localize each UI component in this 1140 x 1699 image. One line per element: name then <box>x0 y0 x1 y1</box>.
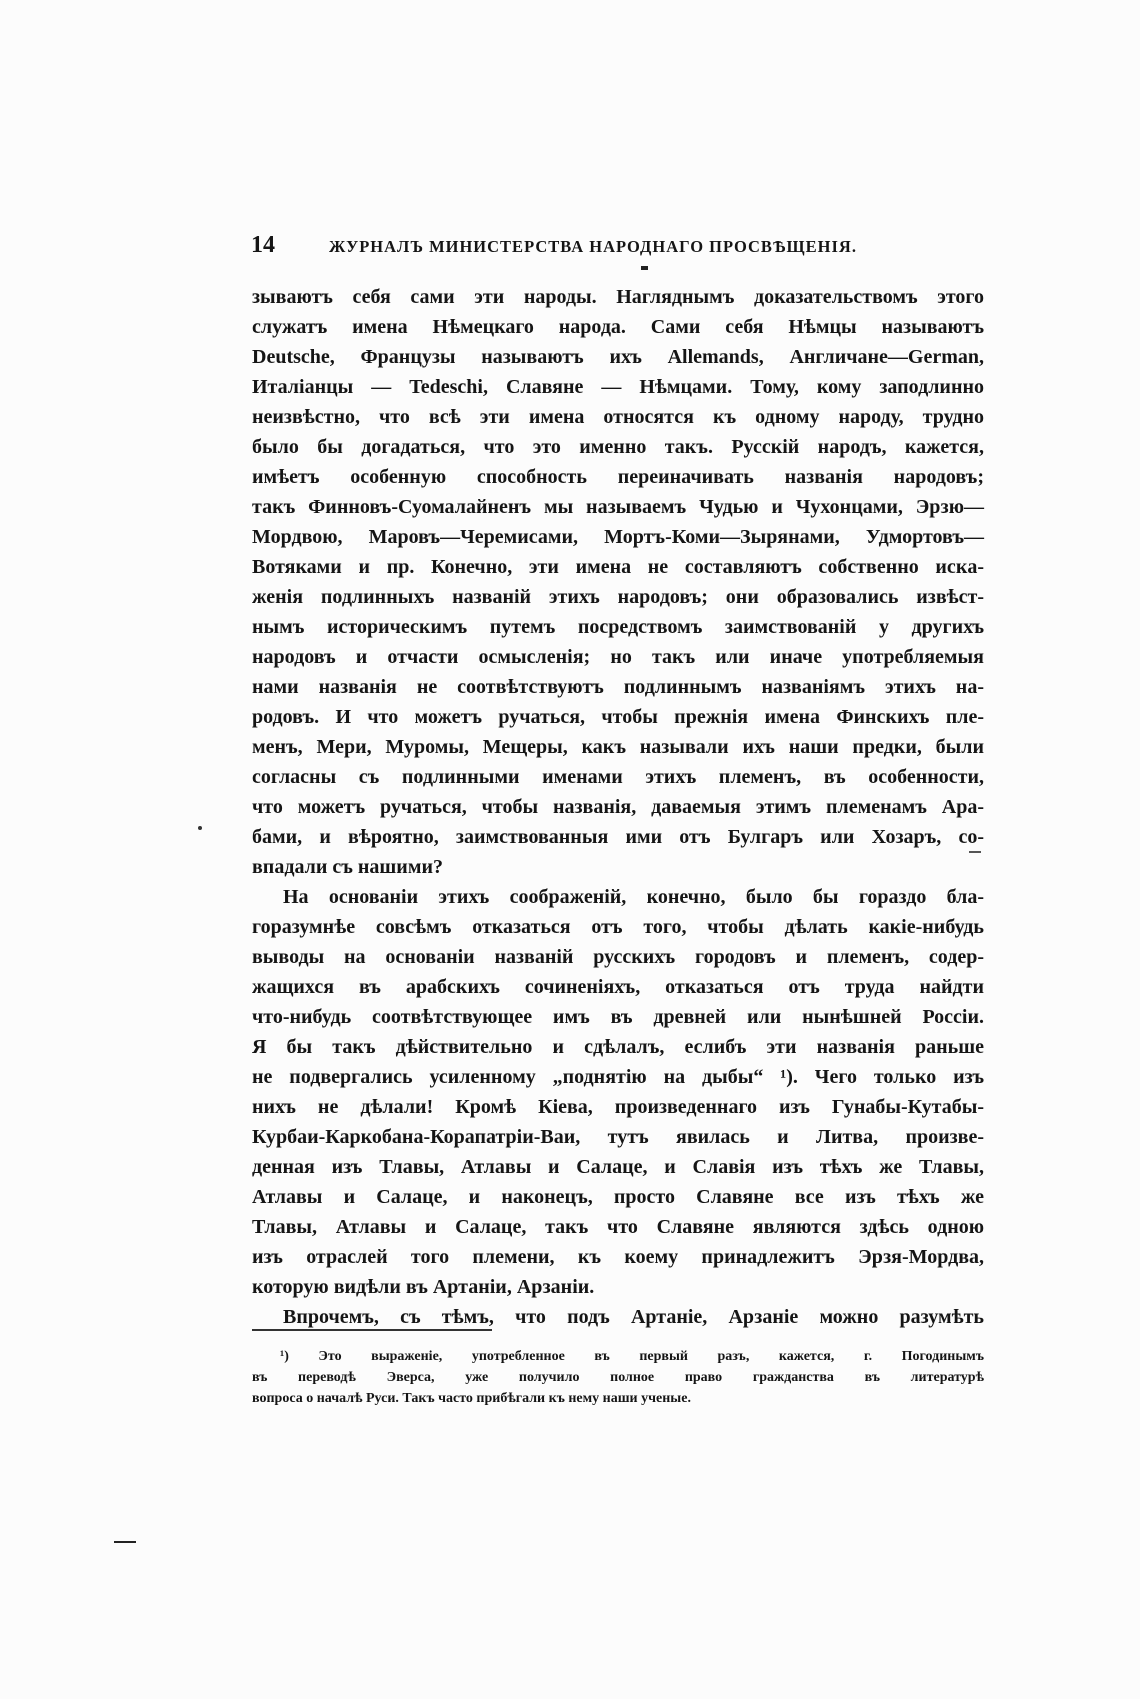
text-line: Италіанцы — Tedeschi, Славяне — Нѣмцами. Тому, кому заподлинно <box>252 376 984 398</box>
text-line: неизвѣстно, что всѣ эти имена относятся къ одному народу, трудно <box>252 406 984 428</box>
text-line: нихъ не дѣлали! Кромѣ Кіева, произведеннаго изъ Гунабы-Кутабы- <box>252 1096 984 1118</box>
text-line: было бы догадаться, что это именно такъ. Русскій народъ, кажется, <box>252 436 984 458</box>
page-number: 14 <box>251 232 275 258</box>
text-line: Deutsche, Французы называютъ ихъ Allemands, Англичане—German, <box>252 346 984 368</box>
margin-dash <box>969 851 981 853</box>
margin-dot <box>198 826 202 830</box>
running-head: ЖУРНАЛЪ МИНИСТЕРСТВА НАРОДНАГО ПРОСВѢЩЕНІЯ. <box>329 237 857 256</box>
footnote <box>252 1346 984 1409</box>
text-line: нымъ историческимъ путемъ посредствомъ заимствованій у другихъ <box>252 616 984 638</box>
text-line: менъ, Мери, Муромы, Мещеры, какъ называли ихъ наши предки, были <box>252 736 984 758</box>
text-line: нами названія не соотвѣтствуютъ подлиннымъ названіямъ этихъ на- <box>252 676 984 698</box>
text-line: народовъ и отчасти осмысленія; но такъ или иначе употребляемыя <box>252 646 984 668</box>
text-line: выводы на основаніи названій русскихъ городовъ и племенъ, содер- <box>252 946 984 968</box>
text-line: Атлавы и Салаце, и наконецъ, просто Славяне все изъ тѣхъ же <box>252 1186 984 1208</box>
page-header <box>251 228 986 262</box>
footnote-divider <box>252 1329 492 1331</box>
text-line: Тлавы, Атлавы и Салаце, такъ что Славяне являются здѣсь одною <box>252 1216 984 1238</box>
body-text <box>252 282 984 1332</box>
text-line: что-нибудь соотвѣтствующее имъ въ древней или нынѣшней Россіи. <box>252 1006 984 1028</box>
text-line: что можетъ ручаться, чтобы названія, даваемыя этимъ племенамъ Ара- <box>252 796 984 818</box>
paragraph-end-line: впадали съ нашими? <box>252 856 443 878</box>
paragraph-start-line: На основаніи этихъ соображеній, конечно, было бы гораздо бла- <box>283 886 984 908</box>
footnote-line: вопроса о началѣ Руси. Такъ часто прибѣгали къ нему наши ученые. <box>252 1391 691 1406</box>
text-line: горазумнѣе совсѣмъ отказаться отъ того, чтобы дѣлать какіе-нибудь <box>252 916 984 938</box>
text-line: зываютъ себя сами эти народы. Нагляднымъ доказательствомъ этого <box>252 286 984 308</box>
text-line: жащихся въ арабскихъ сочиненіяхъ, отказаться отъ труда найдти <box>252 976 984 998</box>
text-line: Вотяками и пр. Конечно, эти имена не составляютъ собственно искa- <box>252 556 984 578</box>
text-line: не подвергались усиленному „поднятію на дыбы“ ¹). Чего только изъ <box>252 1066 984 1088</box>
text-line: бами, и вѣроятно, заимствованныя ими отъ Булгаръ или Хозаръ, со- <box>252 826 984 848</box>
text-line: Я бы такъ дѣйствительно и сдѣлалъ, еслибъ эти названія раньше <box>252 1036 984 1058</box>
text-line: родовъ. И что можетъ ручаться, чтобы прежнія имена Финскихъ пле- <box>252 706 984 728</box>
text-line: такъ Финновъ-Суомалайненъ мы называемъ Чудью и Чухонцами, Эрзю— <box>252 496 984 518</box>
text-line: имѣетъ особенную способность переиначивать названія народовъ; <box>252 466 984 488</box>
paragraph-start-line: Впрочемъ, съ тѣмъ, что подъ Артаніе, Арзаніе можно разумѣть <box>283 1306 984 1328</box>
ink-speck <box>641 266 648 270</box>
text-line: Мордвою, Маровъ—Черемисами, Мортъ-Коми—Зырянами, Удмортовъ— <box>252 526 984 548</box>
footnote-line: ¹) Это выраженіе, употребленное въ первый разъ, кажется, г. Погодинымъ <box>280 1349 984 1364</box>
margin-rule <box>114 1541 136 1543</box>
text-line: согласны съ подлинными именами этихъ племенъ, въ особенности, <box>252 766 984 788</box>
text-line: Курбаи-Каркобана-Корапатріи-Ваи, тутъ явилась и Литва, произве- <box>252 1126 984 1148</box>
text-line: денная изъ Тлавы, Атлавы и Салаце, и Славія изъ тѣхъ же Тлавы, <box>252 1156 984 1178</box>
text-line: служатъ имена Нѣмецкаго народа. Сами себя Нѣмцы называютъ <box>252 316 984 338</box>
paragraph-end-line: которую видѣли въ Артаніи, Арзаніи. <box>252 1276 595 1298</box>
text-line: женія подлинныхъ названій этихъ народовъ; они образовались извѣст- <box>252 586 984 608</box>
text-line: изъ отраслей того племени, къ коему принадлежитъ Эрзя-Мордва, <box>252 1246 984 1268</box>
footnote-line: въ переводѣ Эверса, уже получило полное право гражданства въ литературѣ <box>252 1370 984 1385</box>
